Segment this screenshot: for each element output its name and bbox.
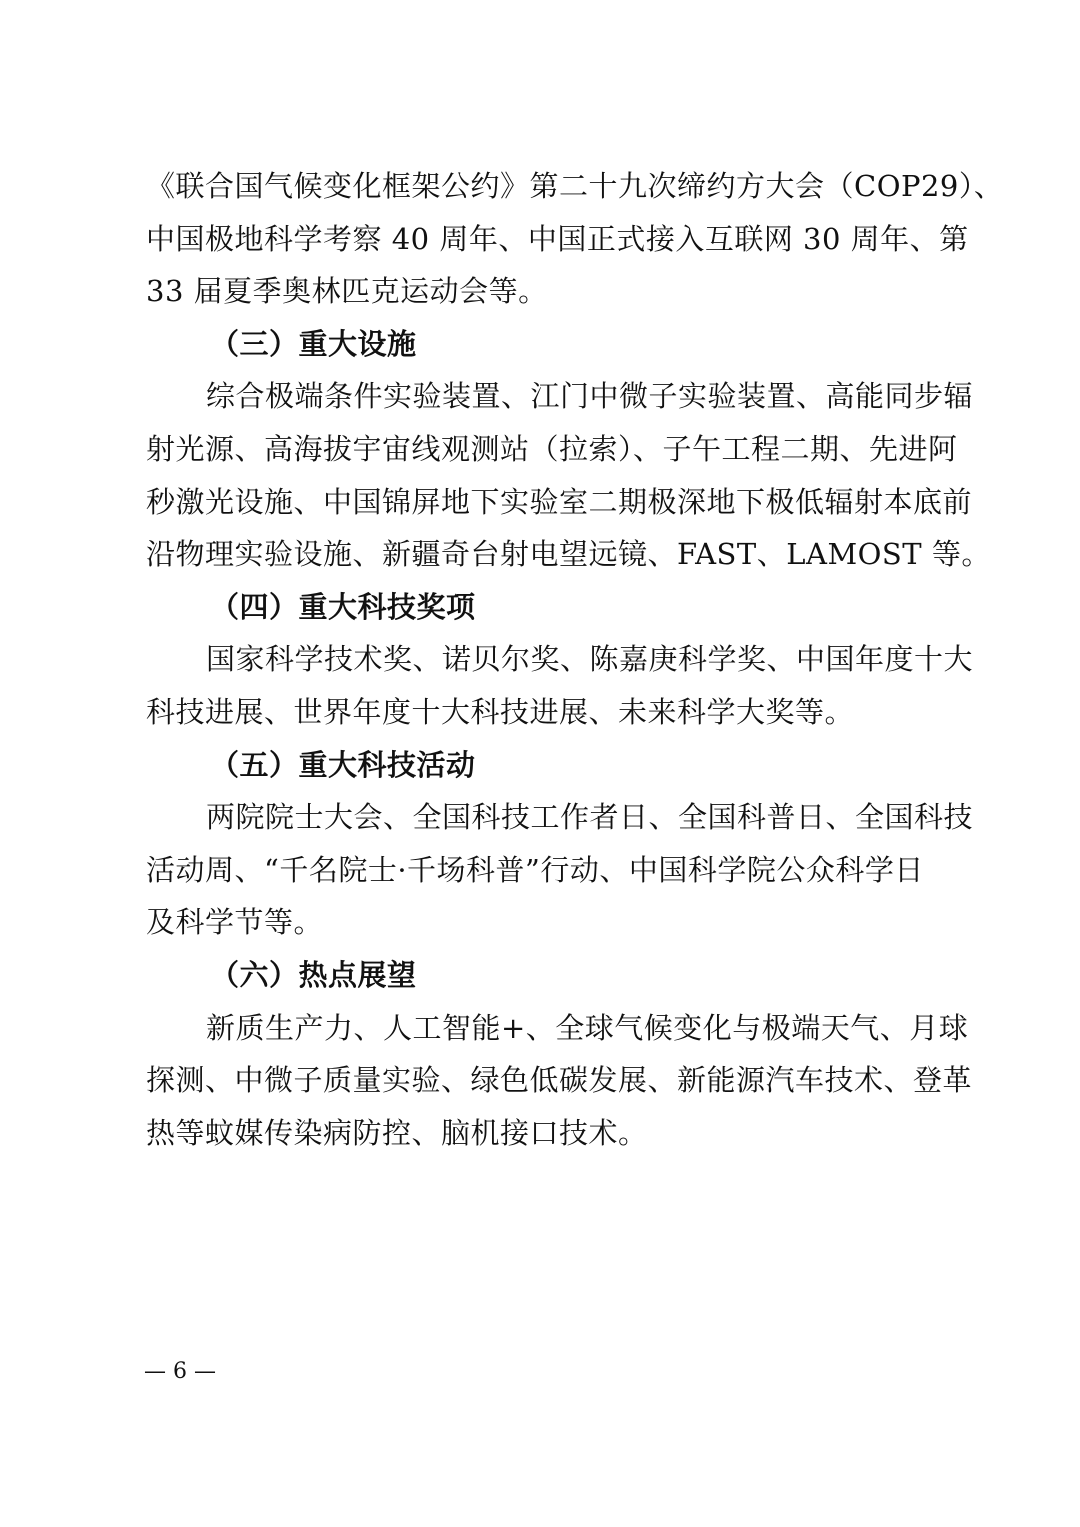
text-line: 活动周、“千名院士·千场科普”行动、中国科学院公众科学日 bbox=[146, 852, 924, 887]
document-body bbox=[146, 160, 1004, 1159]
text-line: 综合极端条件实验装置、江门中微子实验装置、高能同步辐 bbox=[206, 379, 974, 414]
text-line: 新质生产力、人工智能+、全球气候变化与极端天气、月球 bbox=[206, 1010, 969, 1045]
text-line: 秒激光设施、中国锦屏地下实验室二期极深地下极低辐射本底前 bbox=[146, 484, 973, 519]
section-heading-facilities: （三）重大设施 bbox=[210, 326, 417, 361]
text-line: 及科学节等。 bbox=[146, 905, 324, 940]
text-line: 沿物理实验设施、新疆奇台射电望远镜、FAST、LAMOST 等。 bbox=[146, 537, 991, 572]
page-number: — 6 — bbox=[144, 1359, 216, 1384]
text-line: 《联合国气候变化框架公约》第二十九次缔约方大会（COP29）、 bbox=[146, 169, 1004, 203]
text-line: 科技进展、世界年度十大科技进展、未来科学大奖等。 bbox=[146, 694, 855, 729]
section-heading-awards: （四）重大科技奖项 bbox=[210, 589, 476, 624]
section-heading-outlook: （六）热点展望 bbox=[210, 957, 417, 992]
text-line: 探测、中微子质量实验、绿色低碳发展、新能源汽车技术、登革 bbox=[146, 1063, 973, 1098]
text-line: 热等蚊媒传染病防控、脑机接口技术。 bbox=[146, 1115, 648, 1150]
text-line: 33 届夏季奥林匹克运动会等。 bbox=[146, 274, 548, 309]
text-line: 射光源、高海拔宇宙线观测站（拉索）、子午工程二期、先进阿 bbox=[146, 431, 958, 466]
text-line: 国家科学技术奖、诺贝尔奖、陈嘉庚科学奖、中国年度十大 bbox=[206, 642, 974, 677]
text-line: 中国极地科学考察 40 周年、中国正式接入互联网 30 周年、第 bbox=[146, 221, 969, 256]
text-line: 两院院士大会、全国科技工作者日、全国科普日、全国科技 bbox=[206, 800, 974, 835]
section-heading-activities: （五）重大科技活动 bbox=[210, 747, 476, 782]
